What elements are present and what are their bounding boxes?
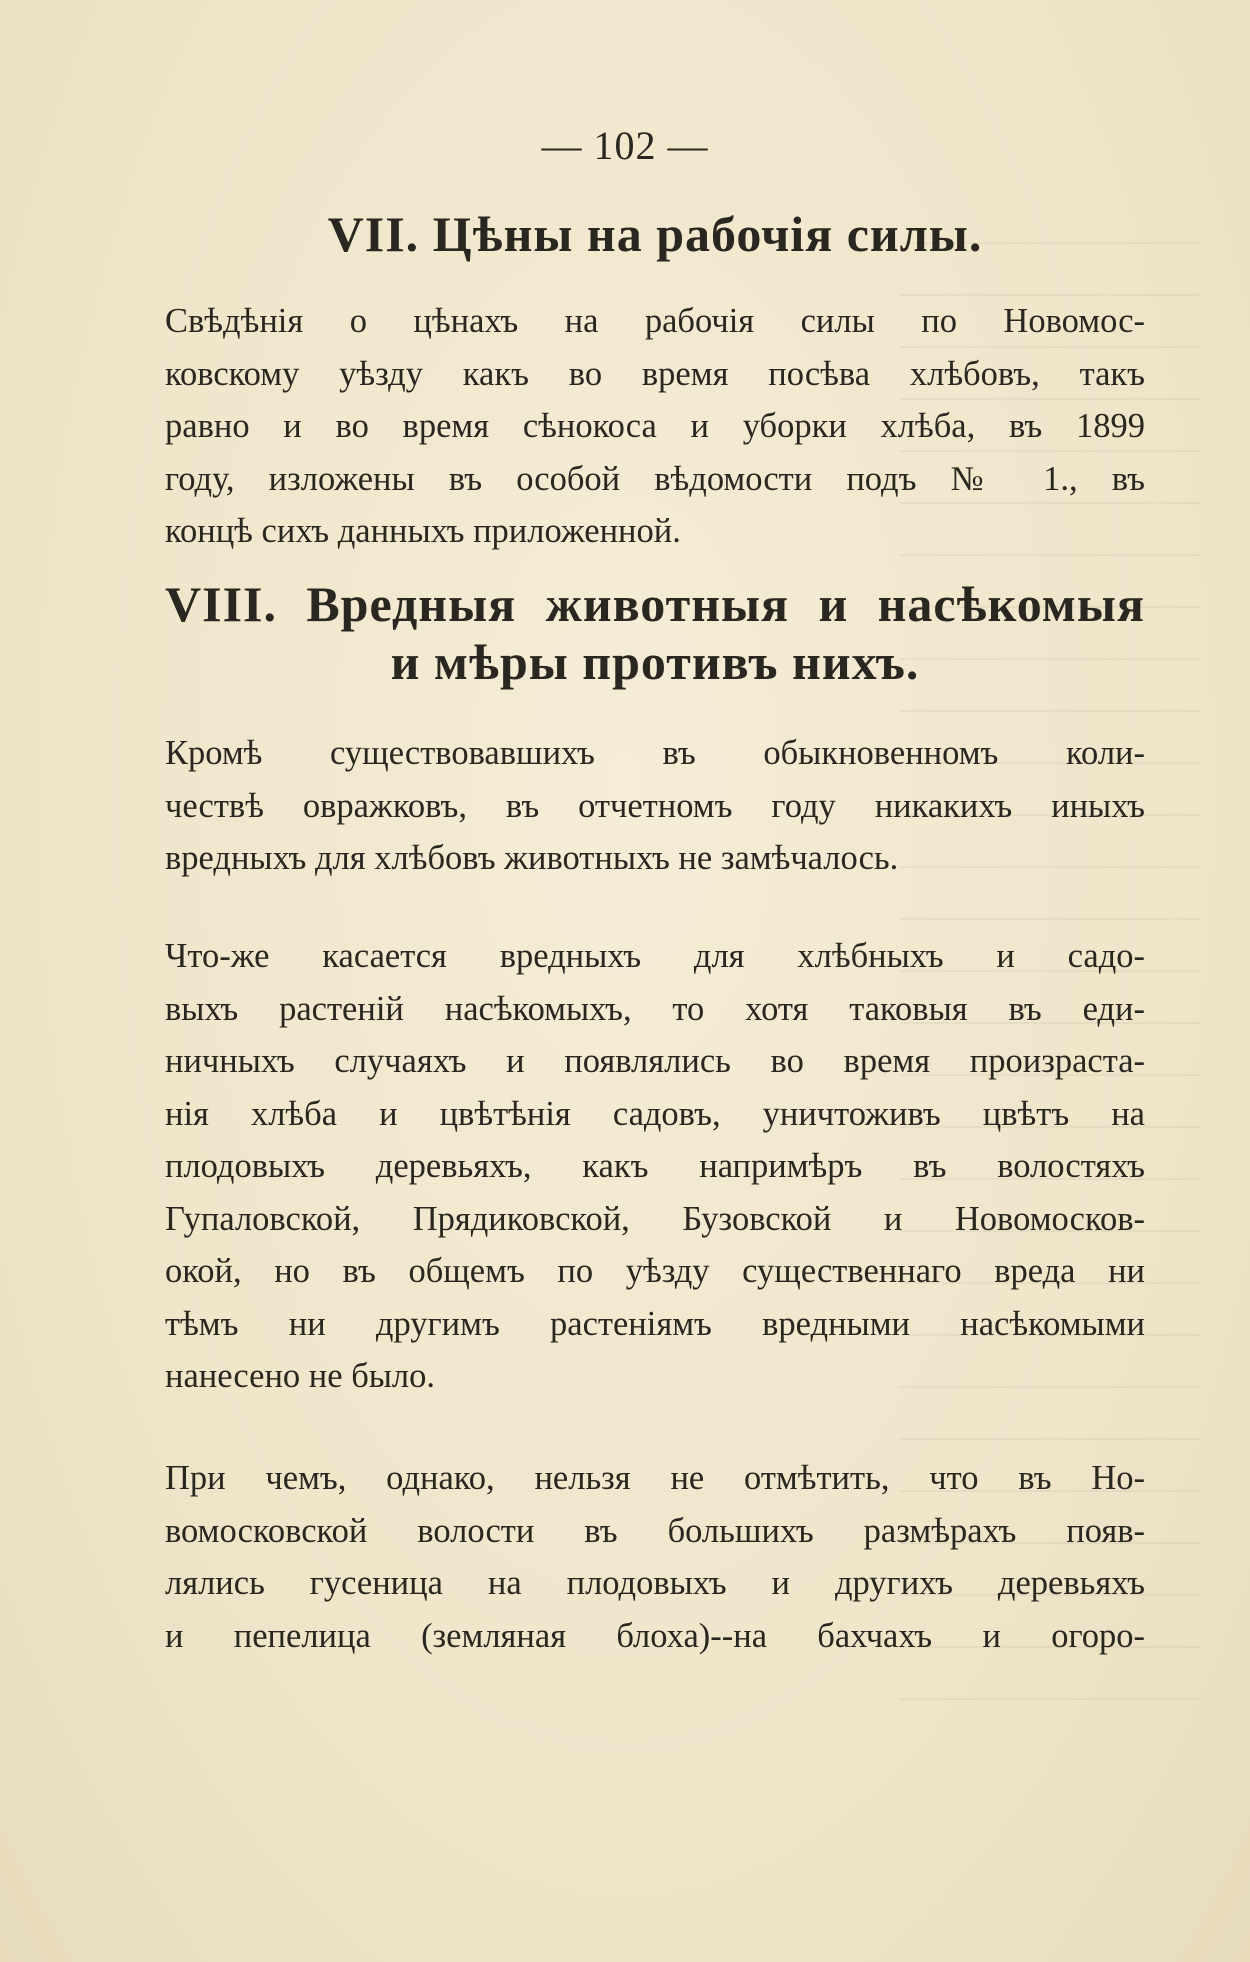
- text-line: выхъ растеній насѣкомыхъ, то хотя таковыя въ еди-: [165, 989, 1145, 1028]
- text-line: Свѣдѣнія о цѣнахъ на рабочія силы по Новомос-: [165, 302, 1145, 340]
- section-8-paragraph-3: [165, 1452, 1145, 1662]
- section-7-heading: VII. Цѣны на рабочія силы.: [327, 206, 983, 262]
- text-line: Кромѣ существовавшихъ въ обыкновенномъ коли-: [165, 734, 1145, 772]
- text-line: нія хлѣба и цвѣтѣнія садовъ, уничтоживъ цвѣтъ на: [165, 1094, 1145, 1133]
- text-line: плодовыхъ деревьяхъ, какъ напримѣръ въ волостяхъ: [165, 1147, 1145, 1185]
- text-line: ничныхъ случаяхъ и появлялись во время произраста-: [165, 1042, 1145, 1080]
- section-8-heading: [165, 575, 1145, 691]
- heading-word: и: [818, 576, 849, 632]
- text-line: году, изложены въ особой вѣдомости подъ № 1., въ: [165, 459, 1145, 498]
- heading-word: животныя: [545, 576, 790, 632]
- text-line: лялись гусеница на плодовыхъ и другихъ деревьяхъ: [165, 1564, 1145, 1602]
- text-line: Гупаловской, Прядиковской, Бузовской и Новомосков-: [165, 1199, 1145, 1238]
- text-line: равно и во время сѣнокоса и уборки хлѣба, въ 1899: [165, 407, 1145, 445]
- heading-word: насѣкомыя: [877, 576, 1145, 632]
- text-line: окой, но въ общемъ по уѣзду существеннаго вреда ни: [165, 1252, 1145, 1290]
- text-line: При чемъ, однако, нельзя не отмѣтить, что въ Но-: [165, 1459, 1145, 1497]
- section-8-paragraph-1: [165, 727, 1145, 885]
- section-8-paragraph-2: [165, 930, 1145, 1403]
- text-line: ковскому уѣзду какъ во время посѣва хлѣбовъ, такъ: [165, 354, 1145, 393]
- text-line: вомосковской волости въ большихъ размѣрахъ появ-: [165, 1511, 1145, 1550]
- heading-word: Вредныя: [306, 576, 517, 632]
- text-line: тѣмъ ни другимъ растеніямъ вредными насѣкомыми: [165, 1304, 1145, 1343]
- section-7-paragraph: [165, 295, 1145, 558]
- text-line: вредныхъ для хлѣбовъ животныхъ не замѣчалось.: [165, 839, 899, 877]
- section-8-heading-line-2: и мѣры противъ нихъ.: [390, 634, 920, 690]
- text-line: концѣ сихъ данныхъ приложенной.: [165, 512, 681, 550]
- text-line: и пепелица (земляная блоха)--на бахчахъ и огоро-: [165, 1616, 1145, 1655]
- text-line: Что-же касается вредныхъ для хлѣбныхъ и садо-: [165, 937, 1145, 975]
- text-line: чествѣ овражковъ, въ отчетномъ году никакихъ иныхъ: [165, 786, 1145, 825]
- text-line: нанесено не было.: [165, 1357, 436, 1395]
- heading-word: VIII.: [165, 576, 277, 632]
- section-8-heading-line-1: [165, 575, 1145, 633]
- page-number: — 102 —: [541, 123, 709, 168]
